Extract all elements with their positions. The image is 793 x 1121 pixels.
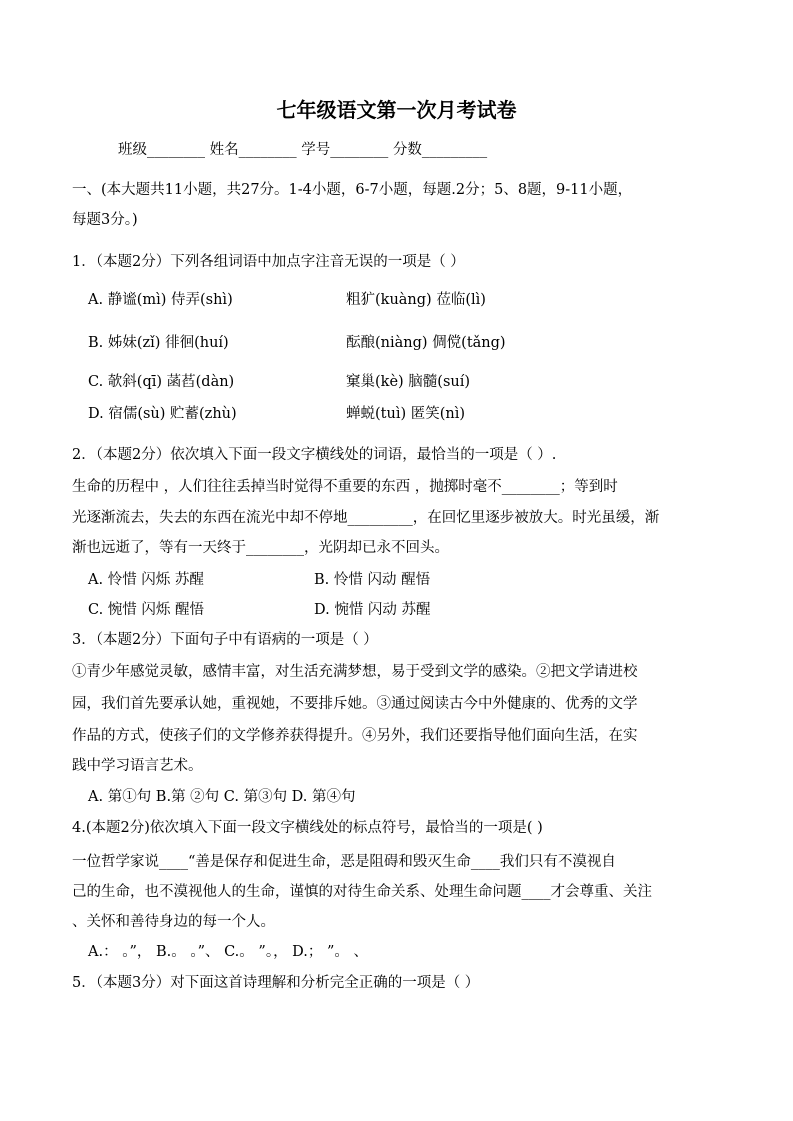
q3-options: A. 第①句 B.第 ②句 C. 第③句 D. 第④句 <box>88 789 356 805</box>
q3-passage-line2: 园，我们首先要承认她，重视她，不要排斥她。③通过阅读古今中外健康的、优秀的文学 <box>72 696 638 712</box>
q1-option-a-right: 粗犷(kuàng) 莅临(lì) <box>346 292 486 308</box>
q1-option-c-right: 窠巢(kè) 脑髓(suí) <box>346 374 471 390</box>
q4-passage-line1: 一位哲学家说____“善是保存和促进生命，恶是阻碍和毁灭生命____我们只有不漠视自 <box>72 854 616 870</box>
student-info-line: 班级________ 姓名________ 学号________ 分数_________ <box>118 142 488 158</box>
question-5-stem: 5．（本题3分）对下面这首诗理解和分析完全正确的一项是（ ） <box>72 975 480 991</box>
q2-passage-line2: 光逐渐流去，失去的东西在流光中却不停地_________，在回忆里逐步被放大。时光虽缓，渐 <box>72 510 660 526</box>
q2-option-b: B. 怜惜 闪动 醒悟 <box>314 572 431 588</box>
q4-passage-line2: 己的生命，也不漠视他人的生命，谨慎的对待生命关系、处理生命问题____才会尊重、关注 <box>72 884 652 900</box>
q1-option-a-left: A. 静谧(mì) 侍弄(shì) <box>88 292 233 308</box>
question-2-stem: 2．（本题2分）依次填入下面一段文字横线处的词语，最恰当的一项是（ ）. <box>72 447 557 463</box>
section-header-line1: 一、(本大题共11小题，共27分。1-4小题，6-7小题，每题.2分；5、8题，9-11小题， <box>72 182 633 198</box>
q2-passage-line3: 渐也远逝了，等有一天终于________，光阴却已永不回头。 <box>72 540 449 556</box>
question-3-stem: 3．（本题2分）下面句子中有语病的一项是（ ） <box>72 632 378 648</box>
q1-option-d-right: 蝉蜕(tuì) 匿笑(nì) <box>346 406 466 422</box>
q2-option-a: A. 怜惜 闪烁 苏醒 <box>88 572 204 588</box>
q2-passage-line1: 生命的历程中 ，人们往往丢掉当时觉得不重要的东西 ，抛掷时毫不________；等到时 <box>72 479 618 495</box>
section-header-line2: 每题3分。) <box>72 212 138 228</box>
q2-option-d: D. 惋惜 闪动 苏醒 <box>314 602 431 618</box>
q1-option-c-left: C. 欹斜(qī) 菡萏(dàn) <box>88 374 235 390</box>
q4-passage-line3: 、关怀和善待身边的每一个人。 <box>72 914 275 930</box>
q1-option-d-left: D. 宿儒(sù) 贮蓄(zhù) <box>88 406 237 422</box>
q1-option-b-right: 酝酿(niàng) 倜傥(tǎng) <box>346 335 506 351</box>
question-1-stem: 1．（本题2分）下列各组词语中加点字注音无误的一项是（ ） <box>72 254 465 270</box>
page-title: 七年级语文第一次月考试卷 <box>276 98 517 122</box>
q3-passage-line4: 践中学习语言艺术。 <box>72 758 203 774</box>
question-4-stem: 4.(本题2分)依次填入下面一段文字横线处的标点符号，最恰当的一项是( ) <box>72 820 543 836</box>
q3-passage-line3: 作品的方式，使孩子们的文学修养获得提升。④另外，我们还要指导他们面向生活，在实 <box>72 728 638 744</box>
q2-option-c: C. 惋惜 闪烁 醒悟 <box>88 602 205 618</box>
q3-passage-line1: ①青少年感觉灵敏，感情丰富，对生活充满梦想，易于受到文学的感染。②把文学请进校 <box>72 664 638 680</box>
q4-options: A.： 。”， B.。 。”、 C.。 ”。， D.； ”。 、 <box>88 944 369 960</box>
q1-option-b-left: B. 姊妹(zǐ) 徘徊(huí) <box>88 335 229 351</box>
